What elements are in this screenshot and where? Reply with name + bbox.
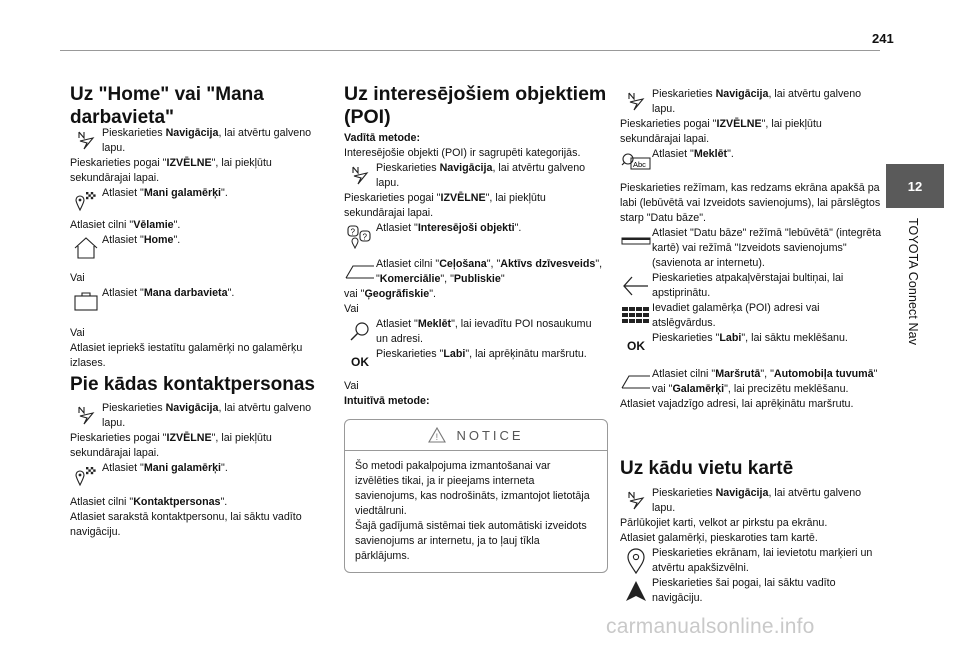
- poi-icon: [344, 221, 376, 251]
- chapter-tab[interactable]: 12: [886, 164, 944, 208]
- notice-box: ! NOTICE Šo metodi pakalpojuma izmantošanai var izvēlēties tikai, ja ir pieejams interneta savienojums, kas nodrošināts, izmantojot lietotāja viedtālruni. Šajā gadījumā sistēmai tiek automātiski izveidots savienojums ar internetu, ja to ļauj tīkla pārklājums.: [344, 419, 608, 573]
- search-steps: Pieskarieties Navigācija, lai atvērtu galveno lapu. Pieskarieties pogai "IZVĒLNE", lai piekļūtu sekundārajai lapai. Abc Atlasiet "Meklēt". Pieskarieties režīmam, kas redzams ekrāna apakšā pa labi (lebūvētā vai Izveidots savienojums), lai pārslēgtos starp "Datu bāze". Atlasiet "Datu bāze" režīmā "lebūvētā" (integrēta kartē) vai režīmā "Izveidots savienojums" (savienota ar internetu). Pieskarieties atpakaļvērstajai bultiņai, lai apstiprinātu. Ievadiet galamērķa (POI) adresi vai atslēgvārdus. OK Pieskarieties "Labi", lai sāktu meklēšanu. Atlasiet cilni "Maršrutā", "Automobiļa tuvumā" vai "Galamērķi", lai precizētu meklēšanu. Atlasiet vajadzīgo adresi, lai aprēķinātu maršrutu.: [620, 88, 882, 410]
- svg-text:!: !: [436, 432, 442, 442]
- chapter-title: TOYOTA Connect Nav: [906, 218, 920, 346]
- back-arrow-icon: [620, 271, 652, 301]
- contact-steps: Pieskarieties Navigācija, lai atvērtu galveno lapu. Pieskarieties pogai "IZVĒLNE", lai piekļūtu sekundārajai lapai. Atlasiet "Mani galamērķi". Atlasiet cilni "Kontaktpersonas". Atlasiet sarakstā kontaktpersonu, lai sāktu vadīto navigāciju.: [70, 402, 312, 538]
- start-nav-icon: [620, 576, 652, 606]
- abc-search-icon: [620, 147, 652, 177]
- tab-icon: [344, 257, 376, 287]
- navigation-icon: [70, 401, 102, 431]
- notice-header: ! NOTICE: [345, 420, 607, 451]
- destinations-icon: [70, 186, 102, 216]
- heading-home: Uz "Home" vai "Mana darbavieta": [70, 84, 264, 128]
- keyboard-icon: [620, 301, 652, 331]
- search-icon: [344, 317, 376, 347]
- navigation-icon: [620, 486, 652, 516]
- heading-map: Uz kādu vietu kartē: [620, 458, 794, 479]
- home-steps: Pieskarieties Navigācija, lai atvērtu galveno lapu. Pieskarieties pogai "IZVĒLNE", lai piekļūtu sekundārajai lapai. Atlasiet "Mani galamērķi". Atlasiet cilni "Vēlamie". Atlasiet "Home". Vai Atlasiet "Mana darbavieta". Vai Atlasiet iepriekš iestatītu galamērķi no galamērķu izlases.: [70, 127, 312, 369]
- map-steps: Pieskarieties Navigācija, lai atvērtu galveno lapu. Pārlūkojiet karti, velkot ar pirkstu pa ekrānu. Atlasiet galamērķi, pieskaroties tam kartē. Pieskarieties ekrānam, lai ievietotu marķieri un atvērtu apakšizvēlni. Pieskarieties šai pogai, lai sāktu vadīto navigāciju.: [620, 487, 873, 604]
- svg-text:?: ?: [362, 232, 367, 242]
- tab-icon: [620, 367, 652, 397]
- briefcase-icon: [70, 286, 102, 316]
- heading-poi: Uz interesējošiem objektiem (POI): [344, 83, 607, 128]
- svg-text:Abc: Abc: [633, 160, 646, 169]
- heading-contact: Pie kādas kontaktpersonas: [70, 374, 315, 395]
- warning-icon: [428, 427, 446, 443]
- svg-text:?: ?: [350, 227, 355, 237]
- page-number: 241: [872, 31, 894, 46]
- destinations-icon: [70, 461, 102, 491]
- ok-icon: OK: [351, 354, 369, 369]
- watermark: carmanualsonline.info: [606, 615, 815, 638]
- header-rule: [60, 50, 880, 51]
- slider-icon: [620, 226, 652, 256]
- navigation-icon: [620, 87, 652, 117]
- poi-steps: Vadītā metode: Interesējošie objekti (POI) ir sagrupēti kategorijās. Pieskarieties Navigācija, lai atvērtu galveno lapu. Pieskarieties pogai "IZVĒLNE", lai piekļūtu sekundārajai lapai. ? ? Atlasiet "Interesējoši objekti". Atlasiet cilni "Ceļošana", "Aktīvs dzīvesveids", "Komerciālie", "Publiskie" vai "Ģeogrāfiskie". Vai Atlasiet "Meklēt", lai ievadītu POI nosaukumu un adresi. OK Pieskarieties "Labi", lai aprēķinātu maršrutu. Vai Intuitīvā metode:: [344, 132, 603, 407]
- navigation-icon: [344, 161, 376, 191]
- home-icon: [70, 233, 102, 263]
- map-pin-icon: [620, 546, 652, 576]
- navigation-icon: [70, 126, 102, 156]
- ok-icon: OK: [627, 338, 645, 353]
